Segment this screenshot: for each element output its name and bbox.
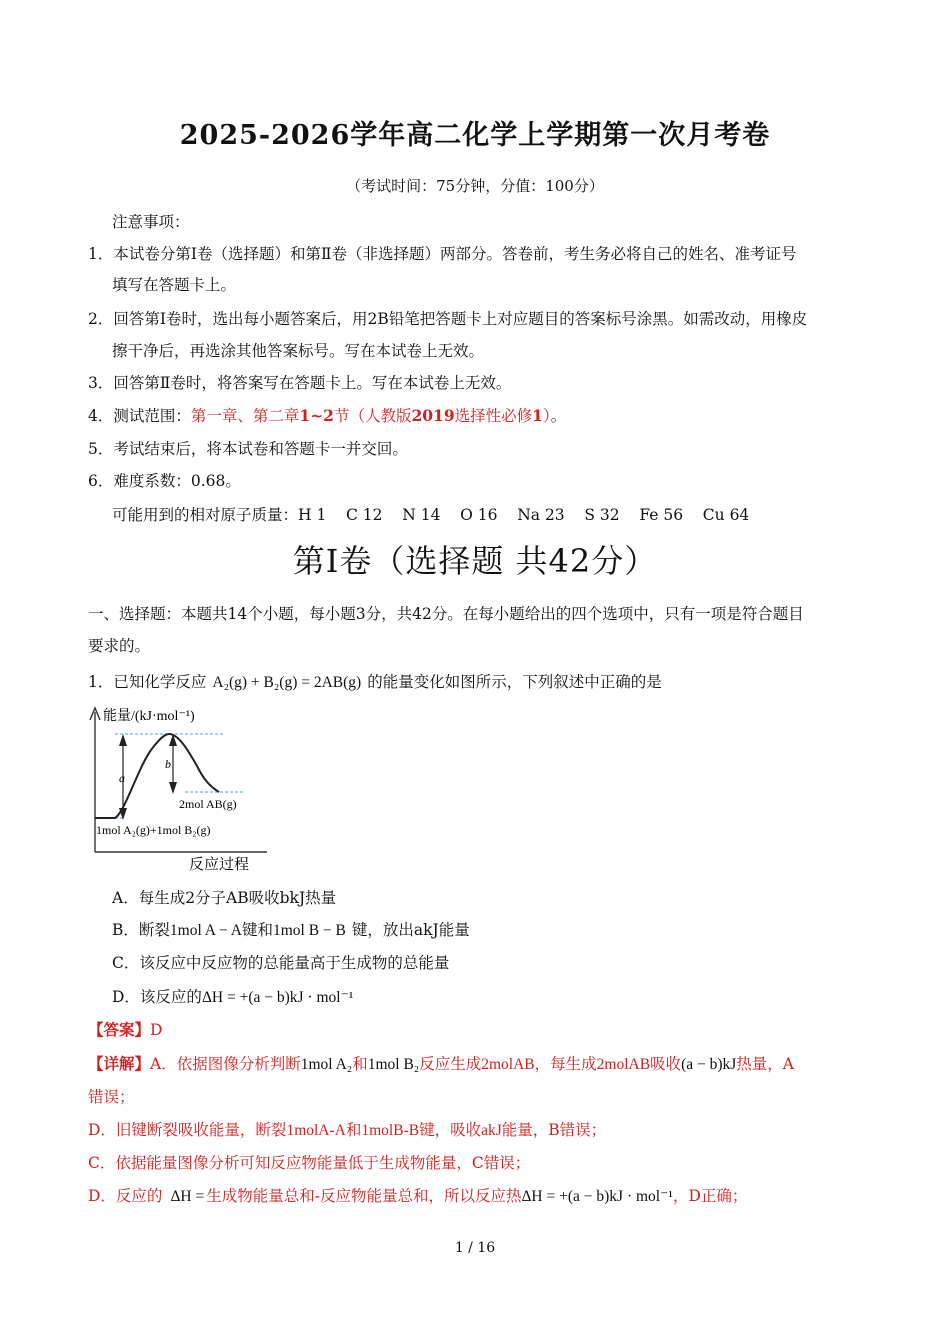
exam-subtitle: （考试时间：75分钟，分值：100分） [346,177,604,195]
option-d [112,985,353,1010]
explanation-text: 热量，A [736,1055,794,1073]
question-1-stem [88,670,662,695]
explanation-text: 键，吸收 [419,1121,482,1139]
reactants-label: 1mol A₂(g)+1mol B₂(g) [96,823,211,837]
note-text: 考试结束后，将本试卷和答题卡一并交回。 [113,440,408,458]
explanation-formula: 1molB-B [361,1122,420,1139]
explanation-a-cont: 错误； [88,1088,135,1106]
answer [88,1018,162,1042]
page-number: 1 / 16 [454,1240,496,1256]
note-item-1 [88,242,797,266]
notes-heading: 注意事项： [112,213,190,231]
note-text: 测试范围： [113,407,191,425]
gap-label-a: a [119,771,125,785]
explanation-formula: 1molA-A [286,1122,346,1139]
explanation-text: D．旧键断裂吸收能量，断裂 [88,1121,287,1139]
explanation-text: 和 [352,1055,368,1073]
option-formula: 1mol B − B [272,922,346,939]
explanation-formula: 1mol A₂ [300,1056,353,1073]
option-text: 键，放出akJ能量 [351,921,470,939]
y-axis-label: 能量/(kJ·mol⁻¹) [103,709,195,724]
scope-text: 1~2 [299,406,334,425]
explanation-text: ，每生成 [534,1055,597,1073]
explanation-formula: ΔH = +(a − b)kJ · mol⁻¹ [521,1188,673,1205]
note-number: 2． [88,310,114,328]
explanation-a [88,1052,794,1077]
section-title: 第Ⅰ卷（选择题 共42分） [292,542,658,580]
exam-title: 2025-2026学年高二化学上学期第一次月考卷 [179,120,771,151]
explanation-text: 反应生成 [419,1055,482,1073]
note-number: 6． [88,472,114,490]
option-formula: ΔH = +(a − b)kJ · mol⁻¹ [201,989,354,1006]
note-item-5 [88,437,408,461]
explanation-text: A．依据图像分析判断 [150,1055,301,1073]
explanation-text: D．反应的 [88,1187,163,1205]
scope-text: ） [542,407,551,425]
option-b [112,918,470,943]
explanation-text: ，D正确； [672,1187,748,1205]
note-number: 5． [88,440,114,458]
explanation-formula: 2molAB [596,1056,651,1073]
explanation-text: 吸收 [650,1055,682,1073]
arrow-b-head-down [169,782,177,794]
question-number: 1． [88,673,114,691]
note-item-4 [88,404,566,428]
gap-label-b: b [165,757,171,771]
explanation-b [88,1118,606,1143]
option-text: B．断裂 [112,921,170,939]
option-c: C．该反应中反应物的总能量高于生成物的总能量 [112,954,450,972]
note-number: 4． [88,407,114,425]
reaction-equation: A₂(g) + B₂(g) = 2AB(g) [212,674,362,691]
scope-text: 2019 [411,406,455,425]
option-text: 键和 [241,921,273,939]
note-number: 1． [88,245,114,263]
explanation-formula: (a − b)kJ [681,1056,737,1073]
stem-text: 已知化学反应 [113,673,207,691]
instructions-line-2: 要求的。 [88,637,151,655]
note-text: 。 [550,407,567,425]
explanation-formula: akJ [481,1122,502,1139]
explanation-text: 能量，B错误； [501,1121,607,1139]
note-item-2 [88,307,807,331]
option-text: D．该反应的 [112,988,202,1006]
answer-label: 【答案】 [88,1020,151,1039]
note-text: 回答第Ⅱ卷时，将答案写在答题卡上。写在本试卷上无效。 [113,374,512,392]
stem-text: 的能量变化如图所示，下列叙述中正确的是 [367,673,662,691]
option-a: A．每生成2分子AB吸收bkJ热量 [112,889,337,907]
note-number: 3． [88,374,114,392]
scope-text: 第一章、第二章 [190,407,300,425]
note-item-2-cont: 擦干净后，再选涂其他答案标号。写在本试卷上无效。 [112,342,485,360]
note-text: 本试卷分第Ⅰ卷（选择题）和第Ⅱ卷（非选择题）两部分。答卷前，考生务必将自己的姓名、准考证号 [113,245,797,263]
explanation-label: 【详解】 [88,1054,151,1073]
arrow-a-head-up [119,734,127,746]
explanation-d [88,1184,747,1209]
explanation-text: 生成物能量总和-反应物能量总和，所以反应热 [206,1187,522,1205]
explanation-formula: ΔH = [170,1188,205,1205]
scope-text: 1 [532,406,543,425]
x-axis-label: 反应过程 [189,857,250,873]
note-text: 回答第Ⅰ卷时，选出每小题答案后，用2B铅笔把答题卡上对应题目的答案标号涂黑。如需改动，用橡皮 [113,310,808,328]
note-item-6 [88,469,241,493]
scope-text: 节（人教版 [333,407,412,425]
note-item-3 [88,371,511,395]
scope-text: 选择性必修 [454,407,533,425]
note-item-1-cont: 填写在答题卡上。 [112,276,237,294]
explanation-formula: 2molAB [481,1056,535,1073]
energy-diagram [85,700,285,878]
answer-value: D [150,1021,163,1039]
option-formula: 1mol A − A [169,922,242,939]
explanation-formula: 1mol B₂ [367,1056,420,1073]
instructions-line-1: 一、选择题：本题共14个小题，每小题3分，共42分。在每小题给出的四个选项中，只有一项是符合题目 [88,605,804,623]
atomic-masses: 可能用到的相对原子质量：H 1 C 12 N 14 O 16 Na 23 S 32 Fe 56 Cu 64 [112,506,750,524]
products-label: 2mol AB(g) [179,797,237,811]
note-text: 难度系数：0.68。 [113,472,241,490]
explanation-c: C．依据能量图像分析可知反应物能量低于生成物能量，C错误； [88,1154,531,1172]
explanation-text: 和 [345,1121,362,1139]
